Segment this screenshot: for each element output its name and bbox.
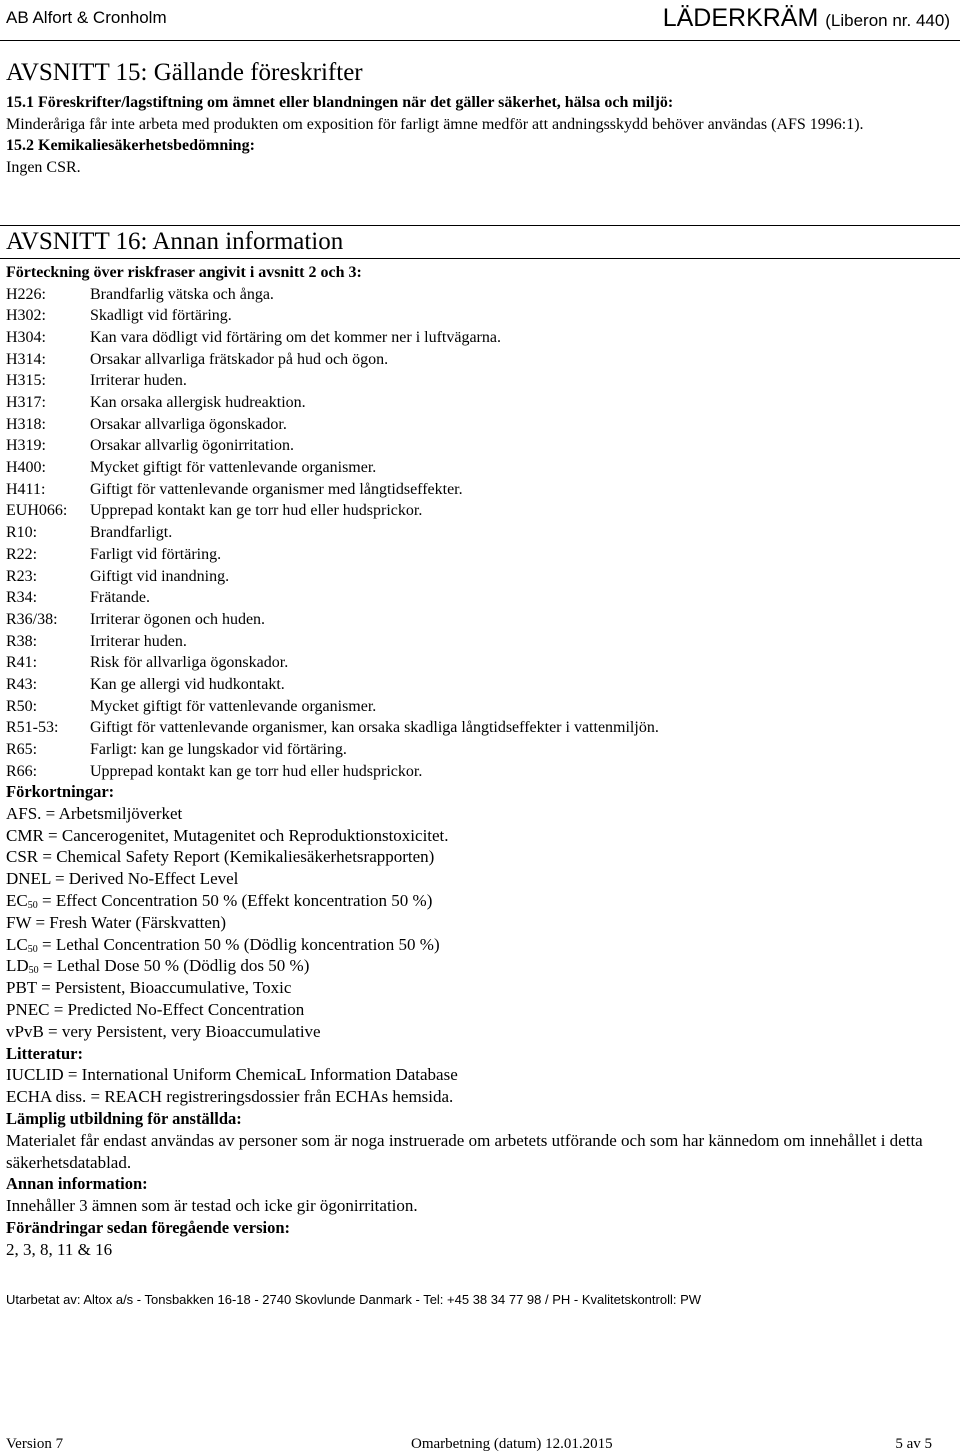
phrase-row bbox=[6, 566, 951, 588]
phrase-code: R66: bbox=[6, 762, 38, 780]
phrase-row bbox=[6, 327, 951, 349]
section-15-1-text: Minderåriga får inte arbeta med produkten om exposition för farligt ämne medför att andningsskydd behöver användas (AFS 1996:1). bbox=[6, 115, 864, 133]
phrase-row bbox=[6, 544, 951, 566]
phrase-code: R65: bbox=[6, 741, 38, 759]
page-header bbox=[0, 0, 960, 42]
section-15-2-text: Ingen CSR. bbox=[6, 158, 81, 176]
version-label: Version 7 bbox=[6, 1436, 64, 1452]
phrase-row bbox=[6, 500, 951, 522]
phrase-row bbox=[6, 414, 951, 436]
abbr-ld-sub: 50 bbox=[28, 965, 39, 977]
phrase-text: Brandfarlig vätska och ånga. bbox=[90, 285, 274, 303]
abbr-dnel: DNEL = Derived No-Effect Level bbox=[6, 869, 239, 889]
abbr-csr: CSR = Chemical Safety Report (Kemikaliesäkerhetsrapporten) bbox=[6, 847, 435, 867]
phrase-code: H314: bbox=[6, 350, 46, 368]
phrase-text: Orsakar allvarliga frätskador på hud och ögon. bbox=[90, 350, 389, 368]
phrase-row bbox=[6, 522, 951, 544]
abbr-ec-rest: = Effect Concentration 50 % (Effekt koncentration 50 %) bbox=[37, 890, 433, 910]
abbr-ld-base: LD bbox=[6, 956, 29, 976]
phrase-text: Irriterar huden. bbox=[90, 372, 187, 390]
literature-item: ECHA diss. = REACH registreringsdossier från ECHAs hemsida. bbox=[6, 1087, 454, 1107]
phrase-text: Mycket giftigt för vattenlevande organismer. bbox=[90, 697, 377, 715]
phrase-text: Orsakar allvarliga ögonskador. bbox=[90, 415, 287, 433]
abbr-vpvb: vPvB = very Persistent, very Bioaccumulative bbox=[6, 1021, 321, 1041]
phrase-code: R38: bbox=[6, 632, 38, 650]
section-divider bbox=[0, 225, 960, 226]
phrase-code: R10: bbox=[6, 524, 38, 542]
abbr-lc-base: LC bbox=[6, 934, 28, 954]
phrase-text: Farligt vid förtäring. bbox=[90, 545, 222, 563]
abbr-ec-base: EC bbox=[6, 890, 28, 910]
phrase-code: H304: bbox=[6, 328, 46, 346]
phrase-code: H400: bbox=[6, 459, 46, 477]
phrase-row bbox=[6, 349, 951, 371]
abbr-ld-rest: = Lethal Dose 50 % (Dödlig dos 50 %) bbox=[38, 956, 310, 976]
phrase-row bbox=[6, 696, 951, 718]
phrase-code: R51-53: bbox=[6, 719, 59, 737]
page-footer bbox=[0, 1436, 960, 1455]
phrase-text: Kan ge allergi vid hudkontakt. bbox=[90, 675, 285, 693]
changes-heading: Förändringar sedan föregående version: bbox=[6, 1217, 291, 1237]
abbr-lc-sub: 50 bbox=[27, 943, 38, 955]
phrase-text: Kan orsaka allergisk hudreaktion. bbox=[90, 394, 306, 412]
abbr-pnec: PNEC = Predicted No-Effect Concentration bbox=[6, 999, 305, 1019]
phrase-row bbox=[6, 587, 951, 609]
phrase-text: Frätande. bbox=[90, 589, 150, 607]
phrase-row bbox=[6, 392, 951, 414]
abbr-afs: AFS. = Arbetsmiljöverket bbox=[6, 803, 183, 823]
phrase-row bbox=[6, 739, 951, 761]
phrase-code: R22: bbox=[6, 545, 38, 563]
company-name: AB Alfort & Cronholm bbox=[6, 8, 167, 27]
literature-item: IUCLID = International Uniform ChemicaL Information Database bbox=[6, 1065, 458, 1085]
phrase-row bbox=[6, 457, 951, 479]
product-title: LÄDERKRÄM bbox=[662, 4, 819, 32]
changes-text: 2, 3, 8, 11 & 16 bbox=[6, 1239, 113, 1259]
phrase-row bbox=[6, 370, 951, 392]
phrase-code: H319: bbox=[6, 437, 46, 455]
other-info-text: Innehåller 3 ämnen som är testad och icke gir ögonirritation. bbox=[6, 1196, 418, 1216]
phrase-code: H302: bbox=[6, 307, 46, 325]
abbr-ec50 bbox=[6, 890, 951, 912]
section-15-1-heading: 15.1 Föreskrifter/lagstiftning om ämnet eller blandningen när det gäller säkerhet, hälsa och miljö: bbox=[6, 94, 674, 111]
product-number: (Liberon nr. 440) bbox=[825, 11, 950, 30]
phrase-code: R50: bbox=[6, 697, 38, 715]
abbr-lc50 bbox=[6, 934, 951, 956]
phrase-text: Irriterar ögonen och huden. bbox=[90, 610, 266, 628]
abbr-ld50 bbox=[6, 955, 951, 977]
section-16-divider bbox=[0, 258, 960, 259]
phrase-code: H411: bbox=[6, 480, 46, 498]
risk-phrases-list bbox=[6, 262, 951, 782]
section-15-body bbox=[6, 92, 951, 178]
phrase-text: Upprepad kontakt kan ge torr hud eller hudsprickor. bbox=[90, 762, 423, 780]
product-name bbox=[663, 4, 950, 33]
phrase-text: Brandfarligt. bbox=[90, 524, 173, 542]
revision-date: Omarbetning (datum) 12.01.2015 bbox=[411, 1436, 613, 1452]
phrase-code: H226: bbox=[6, 285, 46, 303]
phrase-text: Irriterar huden. bbox=[90, 632, 187, 650]
abbreviations-section bbox=[6, 781, 951, 1261]
phrase-code: EUH066: bbox=[6, 502, 68, 520]
phrase-text: Kan vara dödligt vid förtäring om det kommer ner i luftvägarna. bbox=[90, 328, 501, 346]
other-info-heading: Annan information: bbox=[6, 1174, 148, 1194]
abbr-fw: FW = Fresh Water (Färskvatten) bbox=[6, 912, 227, 932]
phrase-text: Upprepad kontakt kan ge torr hud eller hudsprickor. bbox=[90, 502, 423, 520]
phrase-row bbox=[6, 674, 951, 696]
training-text: Materialet får endast användas av personer som är noga instruerade om arbetets utförande och som har kännedom om innehållet i detta säkerhetsdatablad. bbox=[6, 1130, 923, 1172]
phrase-row bbox=[6, 284, 951, 306]
page-number: 5 av 5 bbox=[895, 1436, 932, 1452]
risk-phrases-heading: Förteckning över riskfraser angivit i avsnitt 2 och 3: bbox=[6, 264, 362, 281]
prepared-by-note: Utarbetat av: Altox a/s - Tonsbakken 16-18 - 2740 Skovlunde Danmark - Tel: +45 38 34 77 98 / PH - Kvalitetskontroll: PW bbox=[6, 1292, 702, 1307]
section-15-2-heading: 15.2 Kemikaliesäkerhetsbedömning: bbox=[6, 137, 255, 155]
phrase-code: R36/38: bbox=[6, 610, 58, 628]
phrase-code: H317: bbox=[6, 394, 46, 412]
phrase-code: H318: bbox=[6, 415, 46, 433]
phrase-code: R23: bbox=[6, 567, 38, 585]
phrase-code: H315: bbox=[6, 372, 46, 390]
phrase-text: Orsakar allvarlig ögonirritation. bbox=[90, 437, 294, 455]
phrase-text: Farligt: kan ge lungskador vid förtäring. bbox=[90, 741, 347, 759]
phrase-code: R34: bbox=[6, 589, 38, 607]
phrase-text: Giftigt vid inandning. bbox=[90, 567, 230, 585]
header-divider bbox=[0, 40, 960, 41]
phrase-row bbox=[6, 435, 951, 457]
phrase-row bbox=[6, 717, 951, 739]
phrase-text: Mycket giftigt för vattenlevande organismer. bbox=[90, 459, 377, 477]
phrase-row bbox=[6, 609, 951, 631]
phrase-text: Risk för allvarliga ögonskador. bbox=[90, 654, 289, 672]
abbr-pbt: PBT = Persistent, Bioaccumulative, Toxic bbox=[6, 978, 292, 998]
phrase-row bbox=[6, 761, 951, 783]
section-16-title: AVSNITT 16: Annan information bbox=[6, 228, 344, 255]
section-15-title: AVSNITT 15: Gällande föreskrifter bbox=[6, 59, 363, 86]
phrase-text: Giftigt för vattenlevande organismer, kan orsaka skadliga långtidseffekter i vattenmiljön. bbox=[90, 719, 659, 737]
phrase-row bbox=[6, 631, 951, 653]
literature-heading: Litteratur: bbox=[6, 1043, 83, 1063]
phrase-row bbox=[6, 479, 951, 501]
phrase-code: R43: bbox=[6, 675, 38, 693]
phrase-code: R41: bbox=[6, 654, 38, 672]
phrase-text: Skadligt vid förtäring. bbox=[90, 307, 232, 325]
abbr-ec-sub: 50 bbox=[27, 899, 38, 911]
abbr-cmr: CMR = Cancerogenitet, Mutagenitet och Reproduktionstoxicitet. bbox=[6, 825, 449, 845]
training-heading: Lämplig utbildning för anställda: bbox=[6, 1108, 242, 1128]
phrase-text: Giftigt för vattenlevande organismer med långtidseffekter. bbox=[90, 480, 463, 498]
abbr-lc-rest: = Lethal Concentration 50 % (Dödlig koncentration 50 %) bbox=[37, 934, 440, 954]
phrase-row bbox=[6, 305, 951, 327]
abbreviations-heading: Förkortningar: bbox=[6, 782, 115, 801]
phrase-row bbox=[6, 652, 951, 674]
